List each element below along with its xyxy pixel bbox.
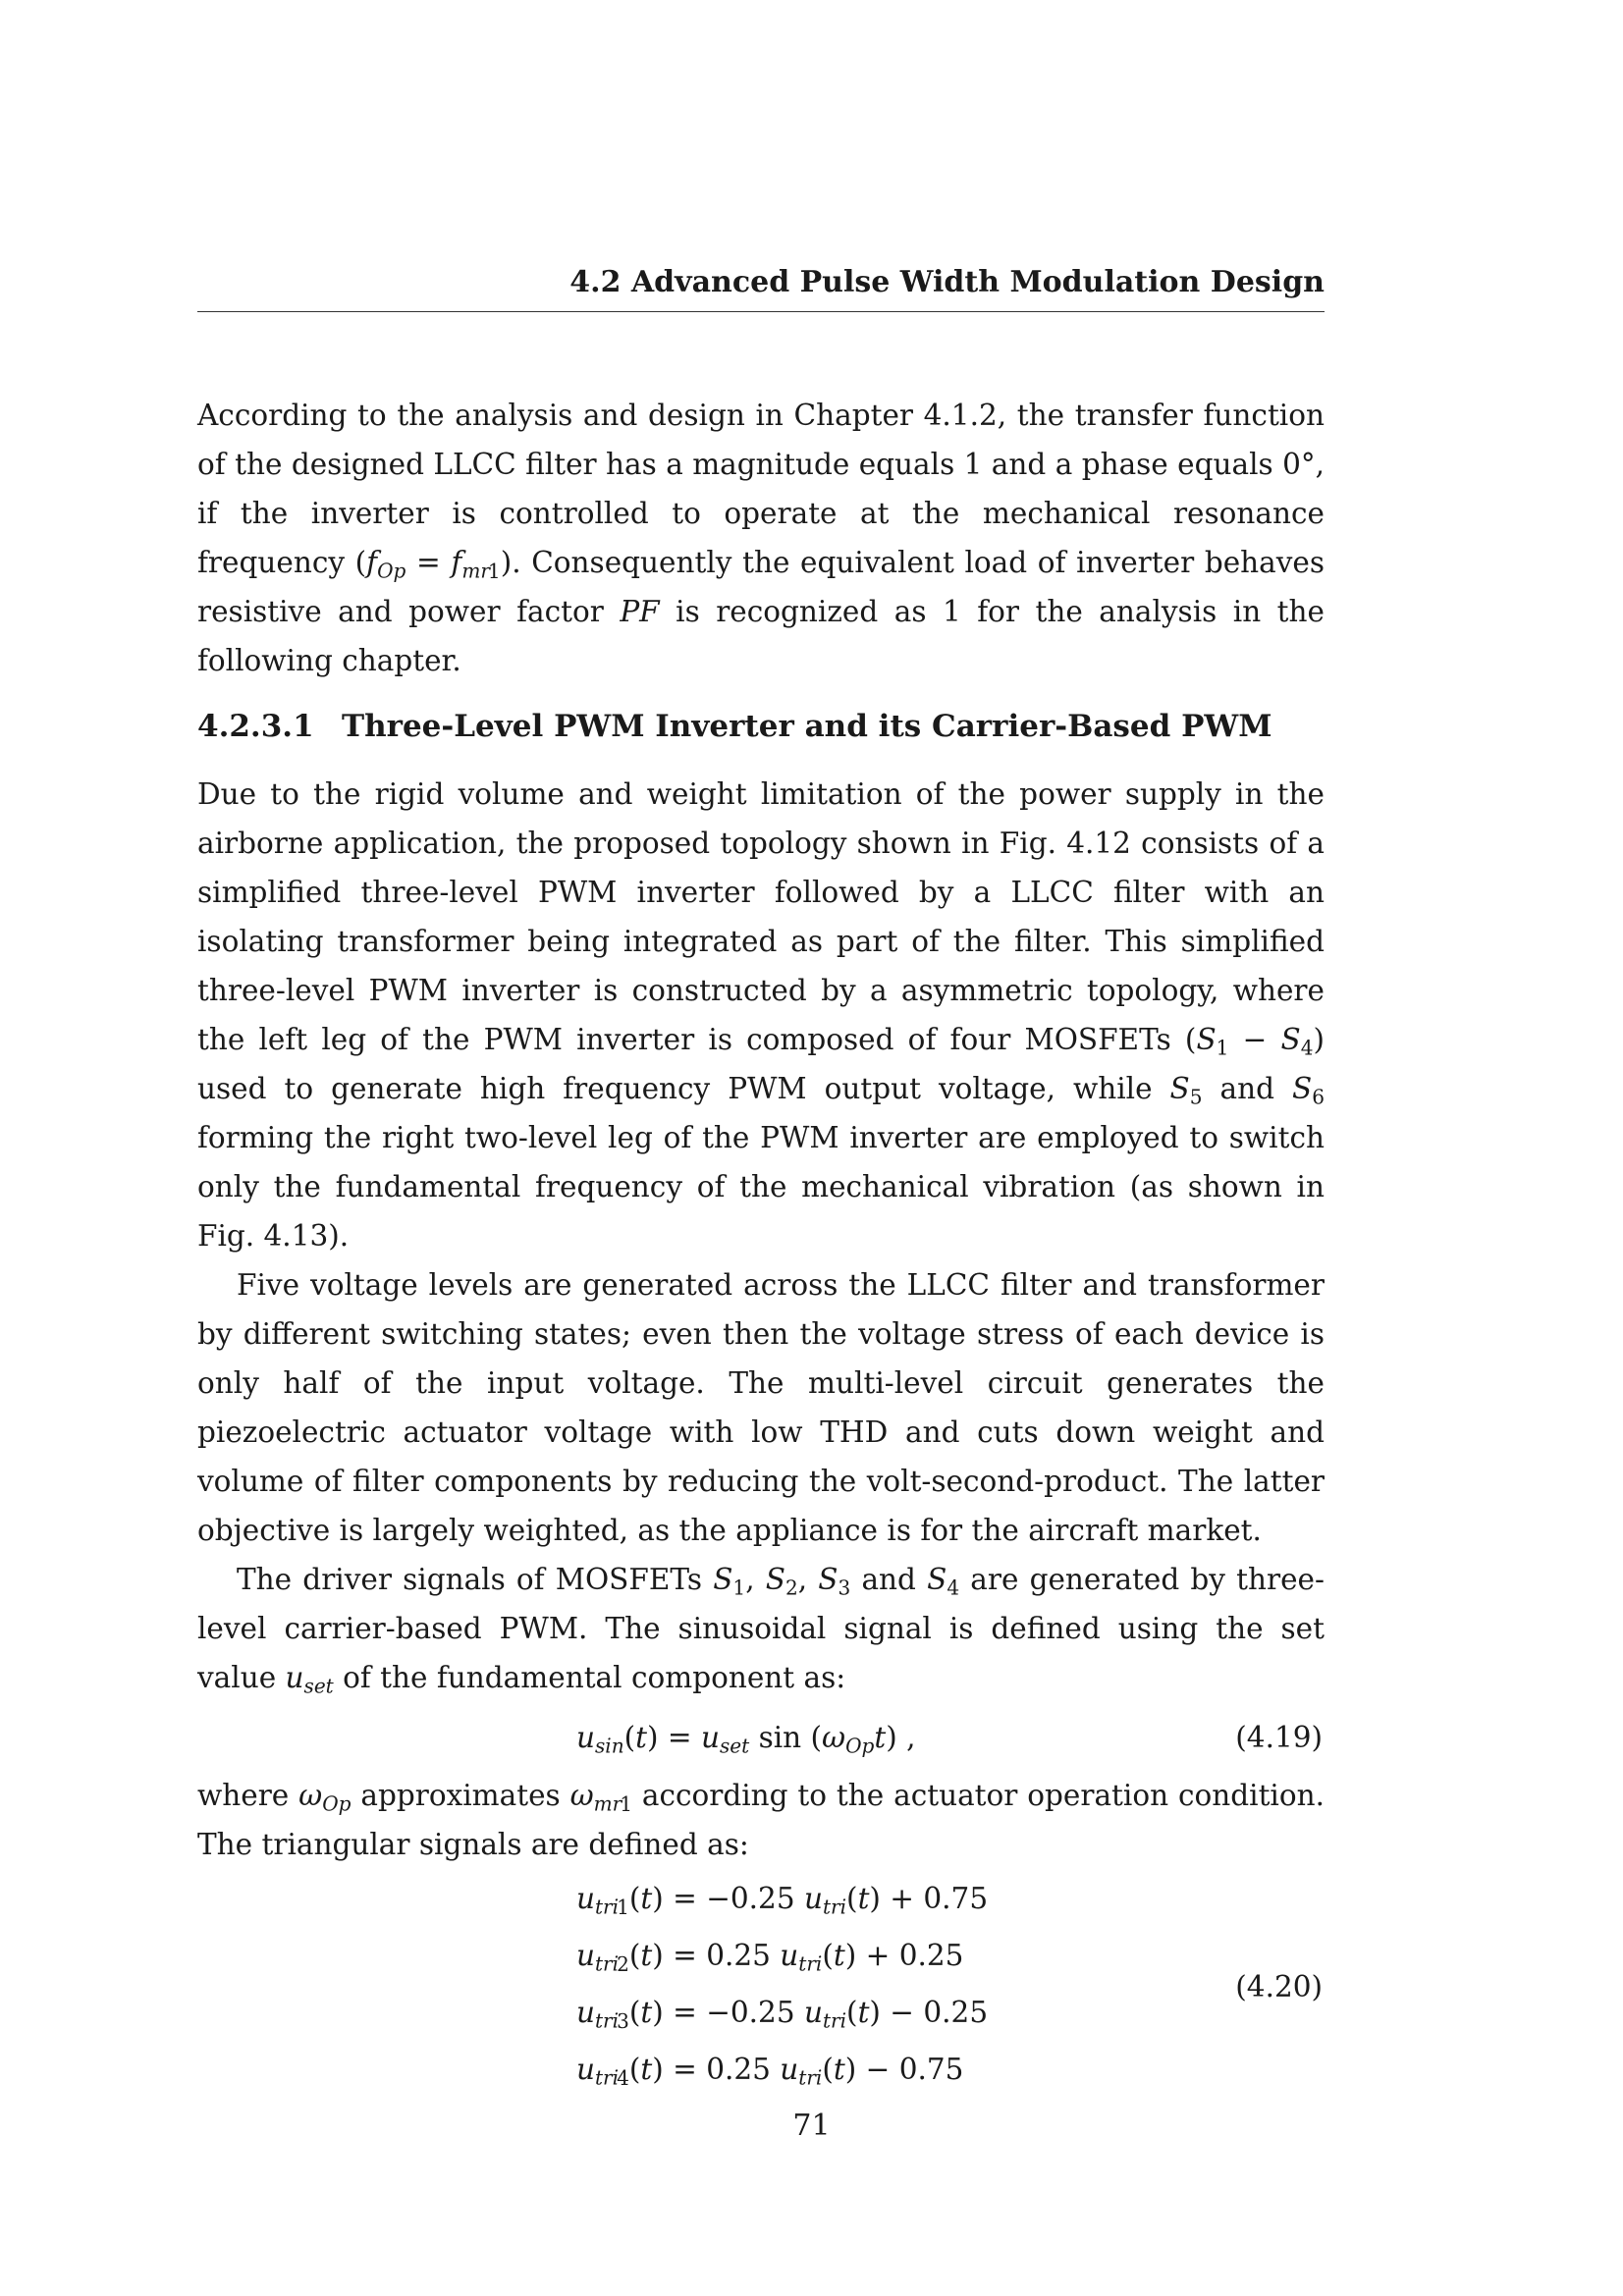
inline-math-s1-s4: $S_1 - S_4$: [1196, 1023, 1314, 1060]
p5-text-b: approximates: [351, 1779, 570, 1812]
equation-4-19: [197, 1706, 1325, 1769]
p4-text-b: are generated by three-level carrier-based PWM. The sinusoidal signal is defined using the set value: [197, 1563, 1325, 1694]
equation-4-20-line-3: $u_{tri3}(t) = -0.25$ $u_{tri}(t) - 0.25$: [576, 1996, 989, 2033]
p4-and: and: [850, 1563, 928, 1596]
p2-text-d: forming the right two-level leg of the PWM inverter are employed to switch only the fundamental frequency of the mechanical vibration (as shown in Fig. 4.13).: [197, 1121, 1325, 1253]
p5-text-c: according to the actuator operation condition. The triangular signals are defined as:: [197, 1779, 1325, 1861]
paragraph-voltage-levels: Five voltage levels are generated across the LLCC filter and transformer by different switching states; even then the voltage stress of each device is only half of the input voltage. The multi-level circuit generates the piezoelectric actuator voltage with low THD and cuts down weight and volume of filter components by reducing the volt-second-product. The latter objective is largely weighted, as the appliance is for the aircraft market.: [197, 1268, 1325, 1547]
p4-text-c: of the fundamental component as:: [333, 1661, 846, 1694]
equation-number-4-19: (4.19): [1235, 1721, 1323, 1754]
equation-4-20-line-1: $u_{tri1}(t) = -0.25$ $u_{tri}(t) + 0.75$: [576, 1882, 989, 1919]
body-text: [197, 391, 1325, 2103]
eq420-const-4: 0.75: [898, 2053, 964, 2086]
eq420-coef-1: −0.25: [706, 1882, 795, 1915]
eq420-const-3: 0.25: [923, 1996, 989, 2029]
equation-4-20-line-2: $u_{tri2}(t) = 0.25$ $u_{tri}(t) + 0.25$: [576, 1939, 964, 1976]
running-header: 4.2 Advanced Pulse Width Modulation Design: [569, 265, 1325, 299]
inline-math-s3: $S_3$: [818, 1563, 851, 1600]
eq420-coef-3: −0.25: [706, 1996, 795, 2029]
section-number: 4.2.3.1: [197, 709, 314, 744]
inline-math-s6: $S_6$: [1292, 1072, 1325, 1109]
inline-math-fop-fmr1: $f_{Op} = f_{mr1}$: [366, 546, 501, 583]
eq420-const-1: 0.75: [923, 1882, 989, 1915]
inline-math-omega-mr1: $\omega_{mr1}$: [569, 1779, 632, 1816]
p4-text-a: The driver signals of MOSFETs: [237, 1563, 714, 1596]
page-number: 71: [792, 2109, 831, 2143]
paragraph-llcc-filter: [197, 391, 1325, 685]
eq420-const-2: 0.25: [898, 1939, 964, 1972]
p1-text-b: ). Consequently the equivalent load of inverter behaves resistive and power factor: [197, 546, 1325, 628]
p1-text-c: is recognized as 1 for the analysis in the following chapter.: [197, 595, 1325, 677]
p5-text-a: where: [197, 1779, 299, 1812]
header-rule: [197, 311, 1325, 312]
inline-math-s2: $S_2$: [765, 1563, 798, 1600]
eq420-coef-2: 0.25: [706, 1939, 771, 1972]
paragraph-where: [197, 1771, 1325, 1869]
inline-math-s4: $S_4$: [927, 1563, 960, 1600]
p1-text-a: According to the analysis and design in Chapter 4.1.2, the transfer function of the designed LLCC filter has a magnitude equals 1 and a phase equals 0°, if the inverter is controlled to operate at the mechanical resonance frequency (: [197, 399, 1325, 579]
inline-math-s1: $S_1$: [713, 1563, 746, 1600]
inline-math-omega-op: $\omega_{Op}$: [298, 1779, 352, 1816]
p2-text-b: ) used to generate high frequency PWM output voltage, while: [197, 1023, 1325, 1105]
paragraph-topology: [197, 770, 1325, 1260]
inline-math-uset: $u_{set}$: [285, 1661, 334, 1698]
inline-math-pf: PF: [620, 595, 660, 628]
equation-number-4-20: (4.20): [1235, 1970, 1323, 2003]
equation-4-19-body: $u_{sin}(t) = u_{set}$ $\sin (\omega_{Op}t)$ ,: [576, 1721, 916, 1758]
paragraph-driver-signals: [197, 1555, 1325, 1702]
eq420-coef-4: 0.25: [706, 2053, 771, 2086]
p4-sep-1: ,: [745, 1563, 766, 1596]
p2-text-c: and: [1202, 1072, 1293, 1105]
p4-sep-2: ,: [797, 1563, 819, 1596]
inline-math-s5: $S_5$: [1169, 1072, 1203, 1109]
p2-text-a: Due to the rigid volume and weight limitation of the power supply in the airborne application, the proposed topology shown in Fig. 4.12 consists of a simplified three-level PWM inverter followed by a LLCC filter with an isolating transformer being integrated as part of the filter. This simplified three-level PWM inverter is constructed by a asymmetric topology, where the left leg of the PWM inverter is composed of four MOSFETs (: [197, 777, 1325, 1056]
section-title: Three-Level PWM Inverter and its Carrier-Based PWM: [342, 709, 1272, 744]
section-heading: [197, 705, 1325, 748]
equation-4-20-line-4: $u_{tri4}(t) = 0.25$ $u_{tri}(t) - 0.75$: [576, 2053, 964, 2090]
equation-4-20: [197, 1871, 1325, 2103]
